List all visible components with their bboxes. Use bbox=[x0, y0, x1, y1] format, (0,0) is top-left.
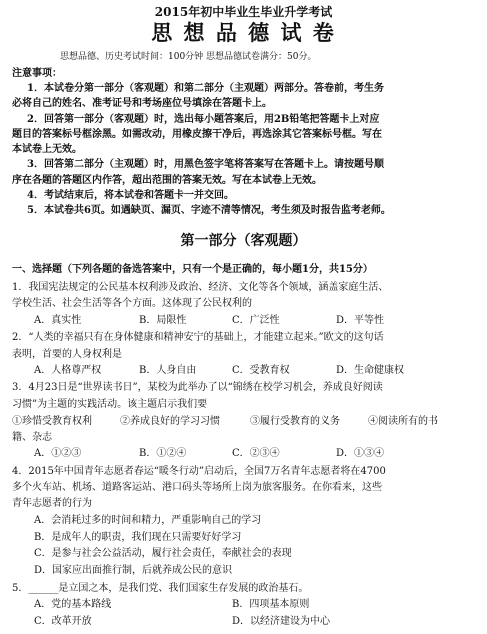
subject-title: 思 想 品 德 试 卷 bbox=[151, 20, 336, 45]
exam-title: 2015年初中毕业生毕业升学考试 bbox=[154, 5, 333, 19]
note-line: 序在各题的答题区内作答，超出范围的答案无效。写在本试卷上无效。 bbox=[12, 175, 322, 186]
note-line: 2．回答第一部分（客观题）时，选出每小题答案后，用2B铅笔把答题卡上对应 bbox=[27, 114, 380, 125]
option: C．受教育权 bbox=[232, 365, 290, 376]
question-stem: 2．“人类的幸福只有在身体健康和精神安宁的基础上，才能建立起来。”欧文的这句话 bbox=[12, 332, 384, 343]
note-line: 必将自己的姓名、准考证号和考场座位号填涂在答题卡上。 bbox=[12, 98, 272, 109]
option: B．是成年人的职责，我们现在只需要好好学习 bbox=[34, 532, 242, 543]
option: D．生命健康权 bbox=[336, 365, 405, 376]
option: A．党的基本路线 bbox=[34, 599, 112, 610]
question-stem: 1．我国宪法规定的公民基本权利涉及政治、经济、文化等各个领域，涵盖家庭生活、 bbox=[12, 282, 389, 293]
note-line: 3．回答第二部分（主观题）时，用黑色签字笔将答案写在答题卡上。请按题号顺 bbox=[27, 159, 384, 170]
question-stem: 4．2015年中国青年志愿者春运“暖冬行动”启动后，全国7万名青年志愿者将在4700 bbox=[12, 466, 386, 477]
notes-heading: 注意事项： bbox=[12, 68, 62, 79]
option: B．人身自由 bbox=[139, 365, 197, 376]
option: C．是参与社会公益活动，履行社会责任，奉献社会的表现 bbox=[34, 548, 292, 559]
option: D．平等性 bbox=[336, 315, 385, 326]
note-line: 4．考试结束后，将本试卷和答题卡一并交回。 bbox=[27, 190, 234, 201]
part-title: 第一部分（客观题） bbox=[180, 233, 307, 249]
option: A．会消耗过多的时间和精力，严重影响自己的学习 bbox=[34, 515, 262, 526]
option: C．②③④ bbox=[232, 448, 280, 459]
option: C．改革开放 bbox=[34, 616, 92, 627]
exam-meta: 思想品德、历史考试时间：100分钟 思想品德试卷满分：50分。 bbox=[60, 52, 317, 62]
sub-option: ③履行受教育的义务 bbox=[250, 416, 340, 427]
question-stem: 3．4月23日是“世界读书日”，某校为此举办了以“锦绣在校学习机会，养成良好阅读 bbox=[12, 382, 383, 393]
option: D．国家应出面推行制，后就养成公民的意识 bbox=[34, 565, 233, 576]
question-stem: 习惯”为主题的实践活动。该主题启示我们要 bbox=[12, 399, 208, 410]
option: A．人格尊严权 bbox=[34, 365, 102, 376]
option: A．真实性 bbox=[34, 315, 82, 326]
option: B．①②④ bbox=[139, 448, 187, 459]
question-stem: 学校生活、社会生活等各个方面。这体现了公民权利的 bbox=[12, 298, 252, 309]
sub-option: ②养成良好的学习习惯 bbox=[120, 416, 220, 427]
note-line: 本试卷上无效。 bbox=[12, 144, 82, 155]
question-stem: 表明，首要的人身权利是 bbox=[12, 349, 122, 360]
option: A．①②③ bbox=[34, 448, 82, 459]
option: C．广泛性 bbox=[232, 315, 280, 326]
option: B．四项基本原则 bbox=[232, 599, 310, 610]
sub-option-cont: 籍、杂志 bbox=[12, 432, 52, 443]
note-line: 题目的答案标号框涂黑。如需改动，用橡皮擦干净后，再选涂其它答案标号框。写在 bbox=[12, 129, 382, 140]
option: D．①③④ bbox=[336, 448, 385, 459]
section-heading: 一、选择题（下列各题的备选答案中，只有一个是正确的，每小题1分，共15分） bbox=[12, 264, 373, 275]
question-stem: 青年志愿者的行为 bbox=[12, 498, 92, 509]
note-line: 1．本试卷分第一部分（客观题）和第二部分（主观题）两部分。答卷前，考生务 bbox=[27, 83, 384, 94]
sub-option: ④阅读所有的书 bbox=[368, 416, 438, 427]
option: B．局限性 bbox=[139, 315, 187, 326]
note-line: 5．本试卷共6页。如遇缺页、漏页、字迹不清等情况，考生须及时报告监考老师。 bbox=[27, 205, 391, 216]
option: D．以经济建设为中心 bbox=[232, 616, 331, 627]
question-stem: 多个火车站、机场、道路客运站、港口码头等场所上岗为旅客服务。在你看来，这些 bbox=[12, 482, 382, 493]
question-stem: 5．______是立国之本，是我们党、我们国家生存发展的政治基石。 bbox=[12, 583, 309, 594]
sub-option: ①珍惜受教育权利 bbox=[12, 416, 92, 427]
